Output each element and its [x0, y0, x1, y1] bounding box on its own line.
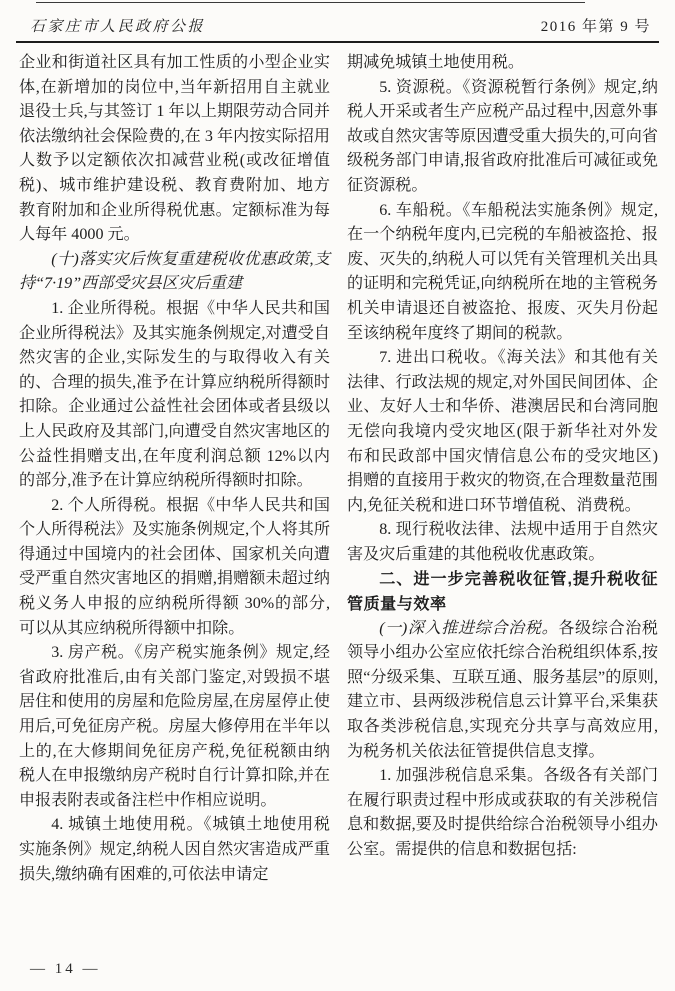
- paragraph-item-3: 3. 房产税。《房产税实施条例》规定,经省政府批准后,由有关部门鉴定,对毁损不堪居住和使用的房屋和危险房屋,在房屋停止使用后,可免征房产税。房屋大修停用在半年以上的,在大修期间免征房产税,免征税额由纳税人在申报缴纳房产税时自行计算扣除,并在申报表附表或备注栏中作相应说明。: [19, 644, 330, 809]
- section-heading-2: 二、进一步完善税收征管,提升税收征管质量与效率: [347, 570, 658, 614]
- subsection-lead: (一)深入推进综合治税。: [379, 619, 559, 637]
- paragraph-item-7: 7. 进出口税收。《海关法》和其他有关法律、行政法规的规定,对外国民间团体、企业、友好人士和华侨、港澳居民和台湾同胞无偿向我境内受灾地区(限于新华社对外发布和民政部中国灾情信息公布的受灾地区)捐赠的直接用于救灾的物资,在合理数量范围内,免征关税和进口环节增值税、消费税。: [347, 349, 658, 514]
- page-number: — 14 —: [30, 961, 101, 977]
- article-columns: [0, 43, 675, 887]
- paragraph-item-collect: 1. 加强涉税信息采集。各级各有关部门在履行职责过程中形成或获取的有关涉税信息和数据,要及时提供给综合治税领导小组办公室。需提供的信息和数据包括:: [347, 767, 658, 858]
- paragraph-item-5: 5. 资源税。《资源税暂行条例》规定,纳税人开采或者生产应税产品过程中,因意外事故或自然灾害等原因遭受重大损失的,可向省级税务部门申请,报省政府批准后可减征或免征资源税。: [347, 78, 658, 194]
- issue-number: 2016 年第 9 号: [540, 19, 651, 35]
- page-header: [0, 0, 675, 36]
- paragraph-continuation: 期减免城镇土地使用税。: [347, 54, 525, 71]
- paragraph-item-1: 1. 企业所得税。根据《中华人民共和国企业所得税法》及其实施条例规定,对遭受自然灾害的企业,实际发生的与取得收入有关的、合理的损失,准予在计算应纳税所得额时扣除。企业通过公益性社会团体或者县级以上人民政府及其部门,向遭受自然灾害地区的公益性捐赠支出,在年度利润总额 12%以内的部分,准予在计算应纳税所得额时扣除。: [19, 299, 330, 490]
- subsection-heading-10: (十)落实灾后恢复重建税收优惠政策,支持“7·19”西部受灾县区灾后重建: [19, 250, 330, 293]
- paragraph-item-8: 8. 现行税收法律、法规中适用于自然灾害及灾后重建的其他税收优惠政策。: [347, 521, 658, 563]
- paragraph-continuation: 企业和街道社区具有加工性质的小型企业实体,在新增加的岗位中,当年新招用自主就业退役士兵,与其签订 1 年以上期限劳动合同并依法缴纳社会保险费的,在 3 年内按实际招用人数予以定额依次扣减营业税(或改征增值税)、城市维护建设税、教育费附加、地方教育附加和企业所得税优惠。定额标准为每人每年 4000 元。: [19, 54, 330, 244]
- column-right: [347, 51, 658, 887]
- scan-edge-line: [36, 2, 585, 3]
- column-left: [19, 51, 330, 887]
- paragraph-item-6: 6. 车船税。《车船税法实施条例》规定,在一个纳税年度内,已完税的车船被盗抢、报废、灭失的,纳税人可以凭有关管理机关出具的证明和完税凭证,向纳税所在地的主管税务机关申请退还自被盗抢、报废、灭失月份起至该纳税年度终了期间的税款。: [347, 201, 658, 342]
- paragraph-item-4: 4. 城镇土地使用税。《城镇土地使用税实施条例》规定,纳税人因自然灾害造成严重损失,缴纳确有困难的,可依法申请定: [19, 816, 330, 883]
- publication-title: 石家庄市人民政府公报: [30, 19, 206, 35]
- paragraph-item-2: 2. 个人所得税。根据《中华人民共和国个人所得税法》及实施条例规定,个人将其所得通过中国境内的社会团体、国家机关向遭受严重自然灾害地区的捐赠,捐赠额未超过纳税义务人申报的应纳税所得额 30%的部分,可以从其应纳税所得额中扣除。: [19, 496, 330, 637]
- paragraph-subsection-1: [347, 617, 658, 765]
- subsection-body: 各级综合治税领导小组办公室应依托综合治税组织体系,按照“分级采集、互联互通、服务基层”的原则,建立市、县两级涉税信息云计算平台,采集获取各类涉税信息,实现充分共享与高效应用,为税务机关依法征管提供信息支撑。: [347, 619, 659, 760]
